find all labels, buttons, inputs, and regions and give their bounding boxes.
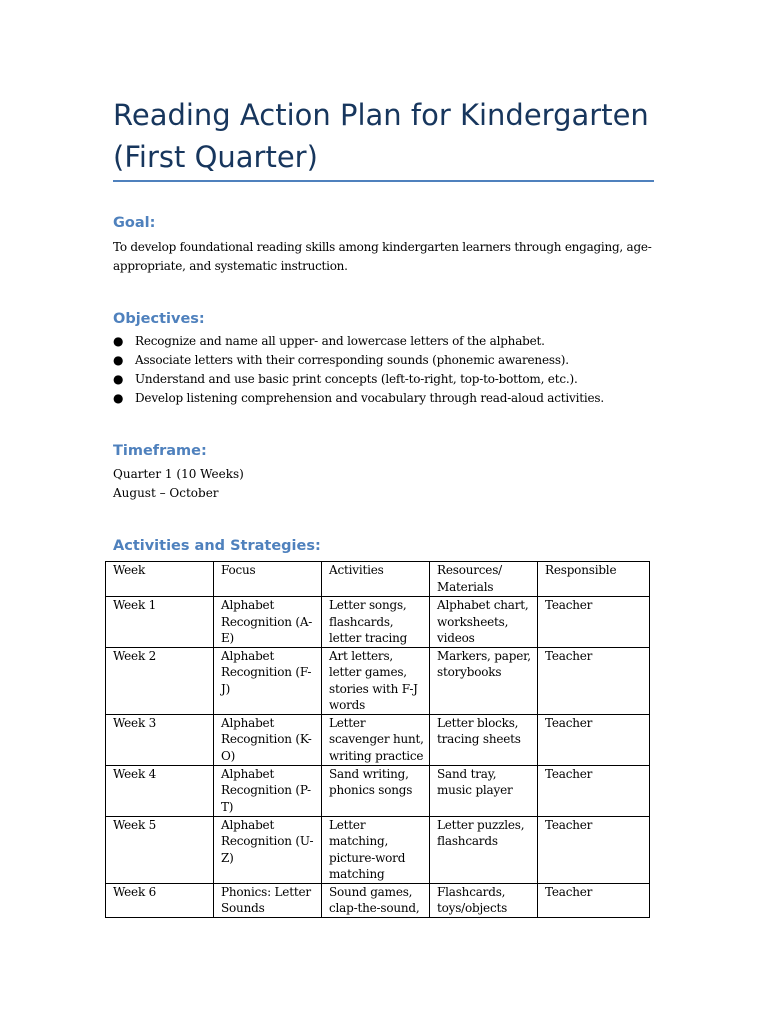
timeframe-heading: Timeframe: bbox=[113, 443, 207, 459]
cell-resources: Letter blocks, tracing sheets bbox=[430, 714, 538, 765]
objective-text: Understand and use basic print concepts (left-to-right, top-to-bottom, etc.). bbox=[135, 372, 578, 386]
objective-item bbox=[113, 332, 673, 351]
column-header-activities: Activities bbox=[322, 562, 430, 597]
cell-responsible: Teacher bbox=[538, 647, 650, 714]
cell-week: Week 4 bbox=[106, 765, 214, 816]
cell-activities: Sand writing, phonics songs bbox=[322, 765, 430, 816]
table-row bbox=[106, 647, 650, 714]
cell-focus: Alphabet Recognition (U-Z) bbox=[214, 816, 322, 883]
cell-activities: Letter matching, picture-word matching bbox=[322, 816, 430, 883]
objective-text: Develop listening comprehension and vocabulary through read-aloud activities. bbox=[135, 391, 604, 405]
objectives-list bbox=[113, 332, 673, 408]
activities-heading: Activities and Strategies: bbox=[113, 538, 321, 554]
objectives-heading: Objectives: bbox=[113, 311, 205, 327]
cell-resources: Markers, paper, storybooks bbox=[430, 647, 538, 714]
column-header-week: Week bbox=[106, 562, 214, 597]
objective-item bbox=[113, 389, 673, 408]
column-header-focus: Focus bbox=[214, 562, 322, 597]
cell-week: Week 6 bbox=[106, 883, 214, 917]
activities-table bbox=[105, 561, 650, 918]
bullet-icon: ● bbox=[113, 391, 124, 405]
objective-text: Recognize and name all upper- and lowercase letters of the alphabet. bbox=[135, 334, 545, 348]
cell-responsible: Teacher bbox=[538, 816, 650, 883]
timeframe-months: August – October bbox=[113, 486, 219, 500]
timeframe-quarter: Quarter 1 (10 Weeks) bbox=[113, 467, 244, 481]
column-header-responsible: Responsible bbox=[538, 562, 650, 597]
bullet-icon: ● bbox=[113, 334, 124, 348]
cell-week: Week 3 bbox=[106, 714, 214, 765]
cell-focus: Alphabet Recognition (A-E) bbox=[214, 597, 322, 648]
goal-heading: Goal: bbox=[113, 215, 156, 231]
title-underline bbox=[113, 180, 654, 182]
cell-resources: Sand tray, music player bbox=[430, 765, 538, 816]
cell-week: Week 5 bbox=[106, 816, 214, 883]
table-row bbox=[106, 597, 650, 648]
table-row bbox=[106, 816, 650, 883]
cell-focus: Phonics: Letter Sounds bbox=[214, 883, 322, 917]
table-header-row bbox=[106, 562, 650, 597]
table-row bbox=[106, 714, 650, 765]
cell-responsible: Teacher bbox=[538, 765, 650, 816]
cell-focus: Alphabet Recognition (F-J) bbox=[214, 647, 322, 714]
cell-resources: Alphabet chart, worksheets, videos bbox=[430, 597, 538, 648]
objective-item bbox=[113, 370, 673, 389]
cell-activities: Letter songs, flashcards, letter tracing bbox=[322, 597, 430, 648]
cell-responsible: Teacher bbox=[538, 597, 650, 648]
table-row bbox=[106, 883, 650, 917]
bullet-icon: ● bbox=[113, 353, 124, 367]
document-title: Reading Action Plan for Kindergarten (First Quarter) bbox=[113, 98, 649, 174]
bullet-icon: ● bbox=[113, 372, 124, 386]
cell-responsible: Teacher bbox=[538, 883, 650, 917]
cell-activities: Art letters, letter games, stories with F-J words bbox=[322, 647, 430, 714]
cell-focus: Alphabet Recognition (P-T) bbox=[214, 765, 322, 816]
cell-responsible: Teacher bbox=[538, 714, 650, 765]
cell-activities: Sound games, clap-the-sound, bbox=[322, 883, 430, 917]
cell-week: Week 2 bbox=[106, 647, 214, 714]
column-header-resources: Resources/ Materials bbox=[430, 562, 538, 597]
objective-item bbox=[113, 351, 673, 370]
cell-focus: Alphabet Recognition (K-O) bbox=[214, 714, 322, 765]
goal-text: To develop foundational reading skills among kindergarten learners through engaging, age-appropriate, and systematic instruction. bbox=[113, 240, 652, 273]
cell-resources: Letter puzzles, flashcards bbox=[430, 816, 538, 883]
objective-text: Associate letters with their corresponding sounds (phonemic awareness). bbox=[135, 353, 569, 367]
cell-resources: Flashcards, toys/objects bbox=[430, 883, 538, 917]
cell-week: Week 1 bbox=[106, 597, 214, 648]
table-row bbox=[106, 765, 650, 816]
cell-activities: Letter scavenger hunt, writing practice bbox=[322, 714, 430, 765]
